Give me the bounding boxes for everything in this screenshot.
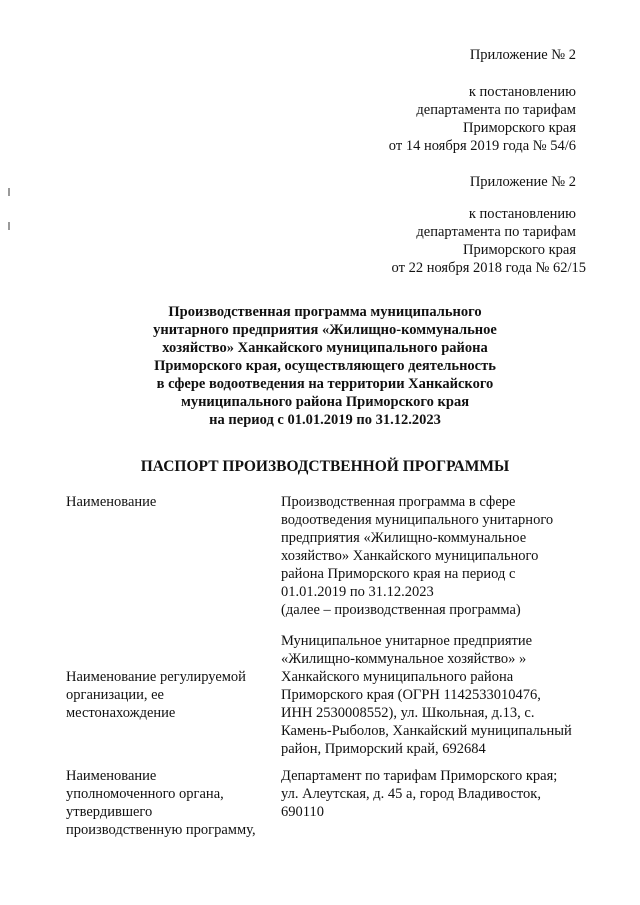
- passport-row-label: производственную программу,: [66, 822, 256, 838]
- passport-row-value: водоотведения муниципального унитарного: [281, 512, 554, 528]
- program-title-line: на период с 01.01.2019 по 31.12.2023: [209, 412, 441, 428]
- program-title-line: в сфере водоотведения на территории Ханкайского: [156, 376, 494, 392]
- passport-row-value: Муниципальное унитарное предприятие: [281, 633, 533, 649]
- passport-row-value: Приморского края (ОГРН 1142533010476,: [281, 687, 541, 703]
- appendix-2-line: Приморского края: [462, 242, 576, 258]
- appendix-1-line: департамента по тарифам: [416, 102, 576, 118]
- appendix-1-line: к постановлению: [468, 84, 576, 100]
- appendix-1-line: от 14 ноября 2019 года № 54/6: [388, 138, 576, 154]
- program-title-line: Приморского края, осуществляющего деятельность: [154, 358, 496, 374]
- passport-row-value: «Жилищно-коммунальное хозяйство» »: [281, 651, 527, 667]
- passport-row-value: 690110: [281, 804, 324, 820]
- appendix-2-line: от 22 ноября 2018 года № 62/15: [391, 260, 586, 276]
- passport-row-value: Камень-Рыболов, Ханкайский муниципальный: [281, 723, 572, 739]
- passport-row-value: хозяйство» Ханкайского муниципального: [281, 548, 539, 564]
- passport-row-value: Производственная программа в сфере: [281, 494, 516, 510]
- passport-row-value: Департамент по тарифам Приморского края;: [281, 768, 558, 784]
- appendix-2-line: к постановлению: [468, 206, 576, 222]
- passport-row-value: район, Приморский край, 692684: [281, 741, 486, 757]
- scan-mark: [8, 188, 10, 196]
- passport-row-value: района Приморского края на период с: [281, 566, 516, 582]
- scan-mark: [8, 222, 10, 230]
- appendix-2-line: департамента по тарифам: [416, 224, 576, 240]
- passport-row-value: 01.01.2019 по 31.12.2023: [281, 584, 434, 600]
- appendix-1-line: Приморского края: [462, 120, 576, 136]
- passport-row-value: Ханкайского муниципального района: [281, 669, 514, 685]
- program-title-line: муниципального района Приморского края: [180, 394, 470, 410]
- passport-row-label: утвердившего: [66, 804, 153, 820]
- passport-row-value: ул. Алеутская, д. 45 а, город Владивосток,: [281, 786, 541, 802]
- program-title-line: хозяйство» Ханкайского муниципального района: [162, 340, 488, 356]
- passport-row-label: местонахождение: [66, 705, 176, 721]
- passport-row-value: (далее – производственная программа): [281, 602, 521, 618]
- passport-row-label: Наименование: [66, 768, 157, 784]
- passport-row-label: уполномоченного органа,: [66, 786, 224, 802]
- appendix-1-title: Приложение № 2: [469, 47, 576, 63]
- passport-row-value: предприятия «Жилищно-коммунальное: [281, 530, 527, 546]
- passport-row-label: Наименование: [66, 494, 157, 510]
- appendix-2-title: Приложение № 2: [469, 174, 576, 190]
- program-title-line: Производственная программа муниципального: [168, 304, 482, 320]
- passport-row-label: Наименование регулируемой: [66, 669, 246, 685]
- passport-heading: ПАСПОРТ ПРОИЗВОДСТВЕННОЙ ПРОГРАММЫ: [140, 458, 510, 475]
- passport-row-value: ИНН 2530008552), ул. Школьная, д.13, с.: [281, 705, 535, 721]
- program-title-line: унитарного предприятия «Жилищно-коммунальное: [153, 322, 497, 338]
- passport-row-label: организации, ее: [66, 687, 164, 703]
